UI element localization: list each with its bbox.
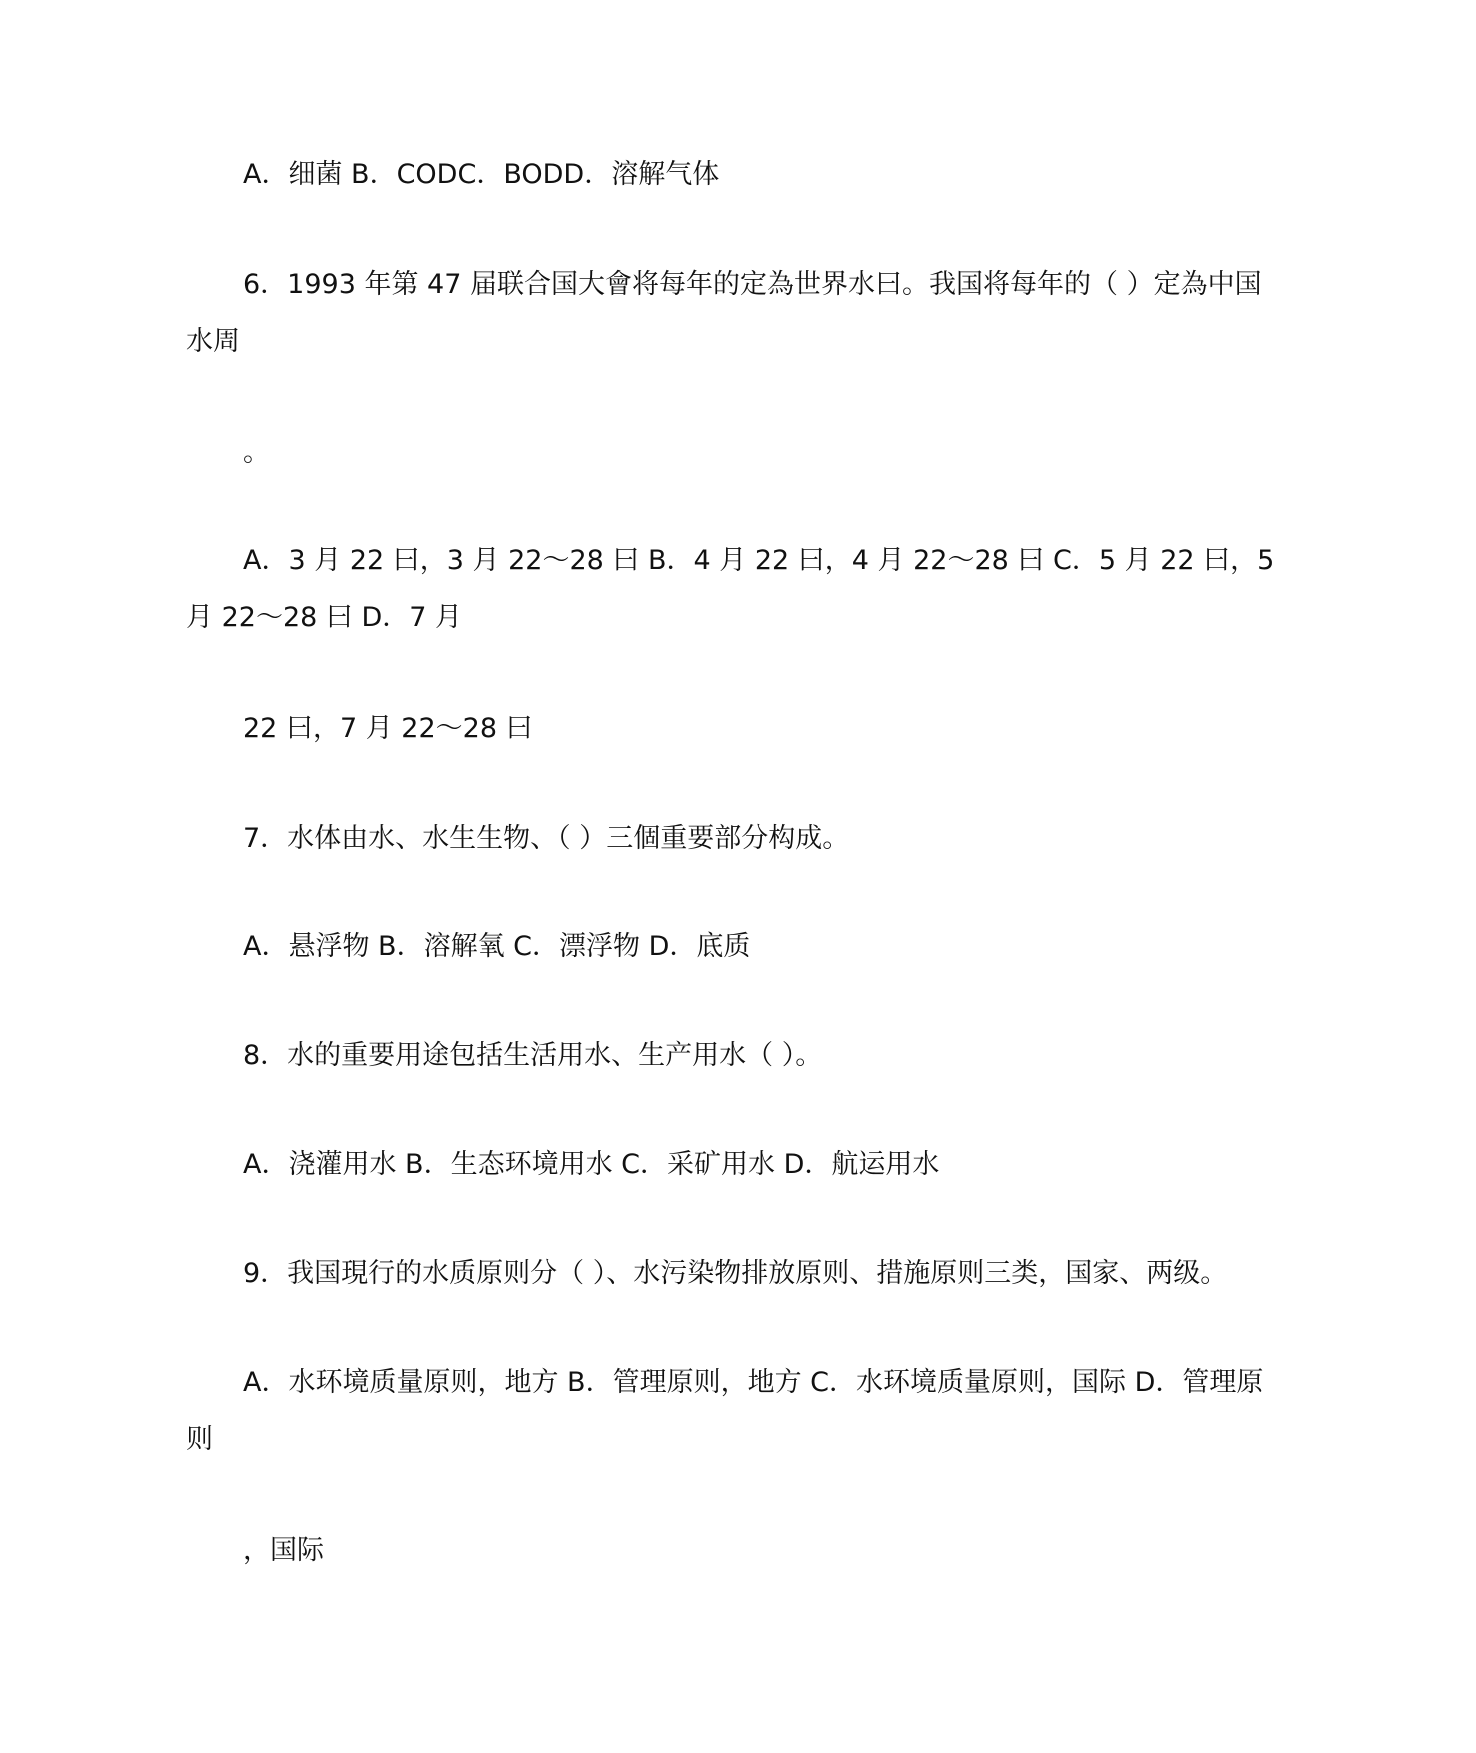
option-line-q9-tail: ，国际 bbox=[243, 1535, 324, 1566]
question-6-tail: 。 bbox=[243, 437, 270, 468]
option-line-q8: A．浇灌用水 B．生态环境用水 C．采矿用水 D．航运用水 bbox=[243, 1149, 940, 1180]
option-line-q9: A．水环境质量原则，地方 B．管理原则，地方 C．水环境质量原则，国际 D．管理原则 bbox=[186, 1367, 1264, 1455]
question-8: 8．水的重要用途包括生活用水、生产用水（ ）。 bbox=[243, 1040, 823, 1071]
question-7: 7．水体由水、水生生物、（ ）三個重要部分构成。 bbox=[243, 823, 850, 854]
question-6: 6．1993 年第 47 届联合国大會将每年的定為世界水曰。我国将每年的（ ）定為中国水周 bbox=[186, 269, 1262, 357]
option-line-q5: A．细菌 B．CODC．BODD．溶解气体 bbox=[243, 159, 720, 190]
option-line-q7: A．悬浮物 B．溶解氧 C．漂浮物 D．底质 bbox=[243, 931, 751, 962]
question-9: 9．我国現行的水质原则分（ ）、水污染物排放原则、措施原则三类，国家、两级。 bbox=[243, 1258, 1228, 1289]
option-line-q6: A．3 月 22 曰，3 月 22～28 曰 B．4 月 22 曰，4 月 22～28 曰 C．5 月 22 曰，5 月 22～28 曰 D．7 月 bbox=[186, 545, 1275, 633]
option-line-q6-tail: 22 曰，7 月 22～28 曰 bbox=[243, 713, 533, 744]
